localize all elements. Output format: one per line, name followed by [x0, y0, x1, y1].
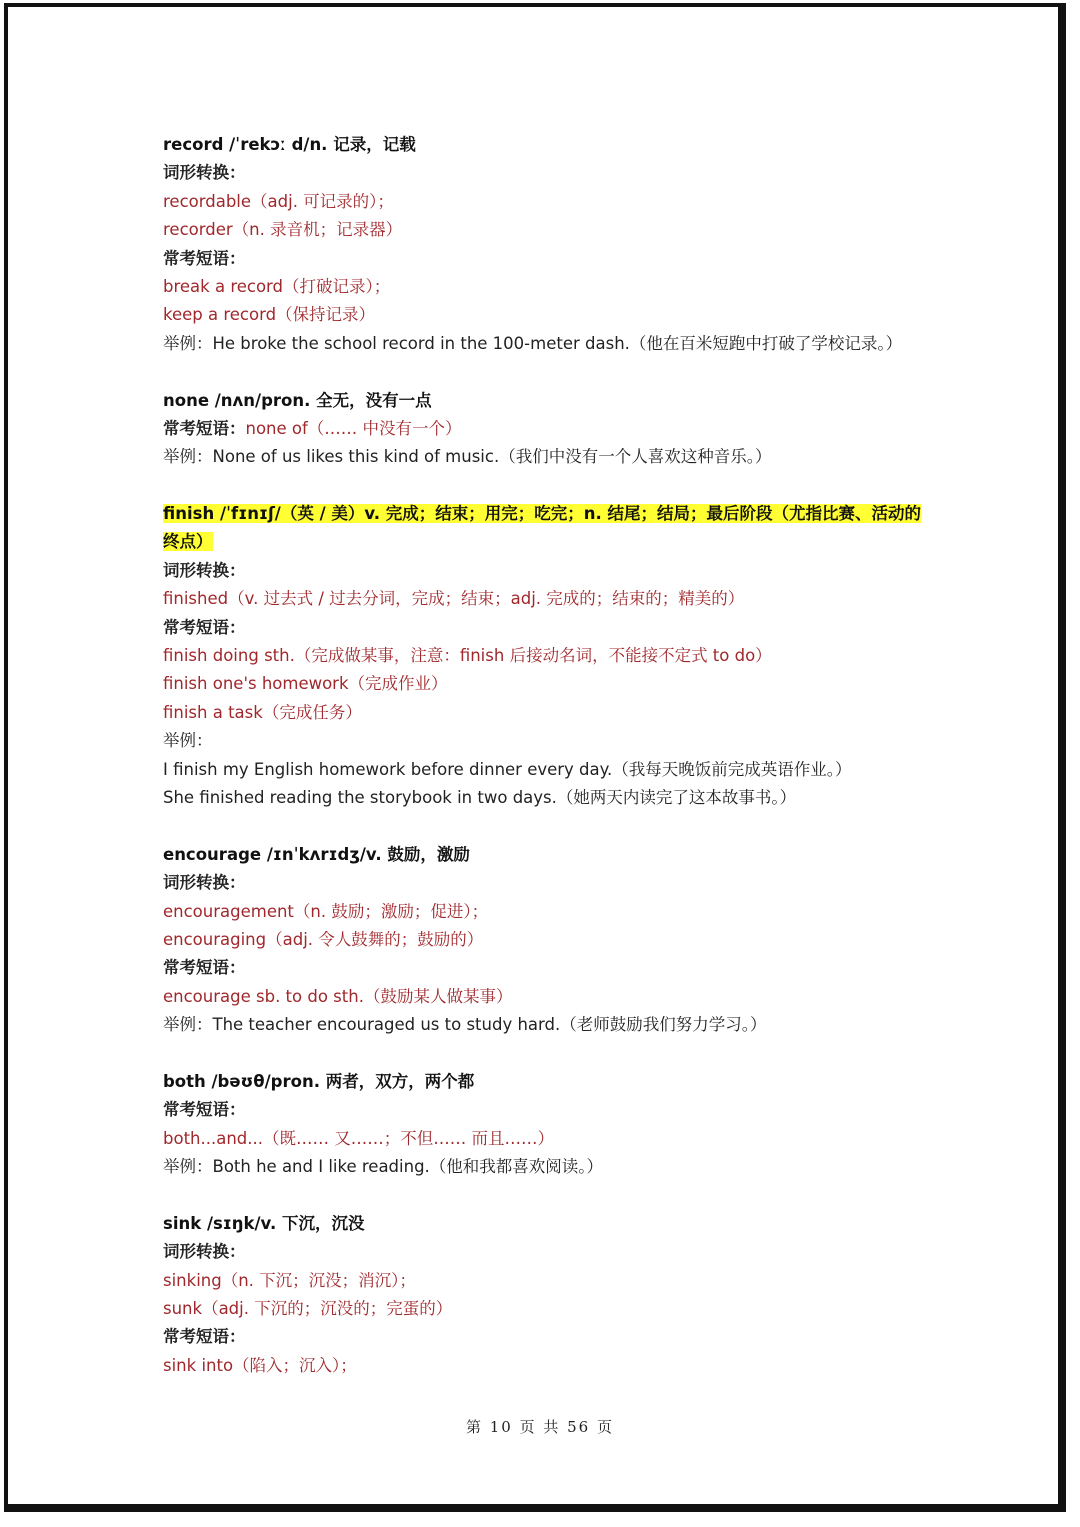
entry-heading-record: record /ˈrekɔː d/n. 记录，记载	[163, 135, 416, 154]
entry-heading-sink: sink /sɪŋk/v. 下沉，沉没	[163, 1213, 365, 1233]
word-form-item: recorder（n. 录音机；记录器）	[163, 220, 403, 240]
phrase-item: sink into（陷入；沉入）；	[163, 1355, 357, 1375]
spacer	[163, 358, 943, 386]
phrases-label: 常考短语：	[163, 418, 246, 438]
phrases-label: 常考短语：	[163, 1100, 246, 1120]
phrase-item: none of（…… 中没有一个）	[245, 418, 462, 438]
entry-heading-encourage: encourage /ɪnˈkʌrɪdʒ/v. 鼓励，激励	[163, 844, 470, 864]
word-form-item: encouragement（n. 鼓励；激励；促进）；	[163, 901, 489, 921]
word-form-item: sunk（adj. 下沉的；沉没的；完蛋的）	[163, 1299, 453, 1319]
spacer	[163, 812, 943, 840]
phrase-item: break a record（打破记录）；	[163, 276, 391, 296]
page-content	[163, 131, 943, 1380]
word-form-item: encouraging（adj. 令人鼓舞的；鼓励的）	[163, 929, 484, 949]
example-sentence: She finished reading the storybook in two days.（她两天内读完了这本故事书。）	[163, 788, 797, 808]
example-sentence: I finish my English homework before dinner every day.（我每天晚饭前完成英语作业。）	[163, 759, 852, 779]
word-forms-label: 词形转换：	[163, 163, 246, 183]
entry-heading-none: none /nʌn/pron. 全无，没有一点	[163, 390, 432, 410]
phrases-label: 常考短语：	[163, 958, 246, 978]
entry-heading-finish: finish /ˈfɪnɪʃ/（英 / 美）v. 完成；结束；用完；吃完；n. 结尾；结局；最后阶段（尤指比赛、活动的终点）	[163, 504, 922, 552]
page-number-footer: 第 10 页 共 56 页	[465, 1418, 614, 1436]
example-sentence: 举例：Both he and I like reading.（他和我都喜欢阅读。）	[163, 1157, 604, 1177]
phrase-item: keep a record（保持记录）	[163, 305, 376, 325]
phrases-label: 常考短语：	[163, 617, 246, 637]
word-form-item: recordable（adj. 可记录的）；	[163, 191, 394, 211]
example-sentence: 举例：None of us likes this kind of music.（我们中没有一个人喜欢这种音乐。）	[163, 447, 772, 467]
word-forms-label: 词形转换：	[163, 560, 246, 580]
phrase-item: encourage sb. to do sth.（鼓励某人做某事）	[163, 986, 513, 1006]
phrase-item: finish one's homework（完成作业）	[163, 674, 448, 694]
phrase-item: finish doing sth.（完成做某事，注意：finish 后接动名词，不能接不定式 to do）	[163, 646, 772, 666]
phrase-line	[163, 415, 943, 443]
word-form-item: finished（v. 过去式 / 过去分词，完成；结束；adj. 完成的；结束的；精美的）	[163, 589, 745, 609]
word-forms-label: 词形转换：	[163, 1242, 246, 1262]
word-forms-label: 词形转换：	[163, 873, 246, 893]
entry-heading-both: both /bəʊθ/pron. 两者，双方，两个都	[163, 1071, 475, 1091]
spacer	[163, 1040, 943, 1068]
example-sentence: 举例：He broke the school record in the 100-meter dash.（他在百米短跑中打破了学校记录。）	[163, 333, 903, 353]
phrases-label: 常考短语：	[163, 248, 246, 268]
entry-heading-finish-block	[163, 500, 923, 557]
example-label: 举例：	[163, 731, 213, 751]
word-form-item: sinking（n. 下沉；沉没；消沉）；	[163, 1270, 416, 1290]
example-sentence: 举例：The teacher encouraged us to study hard.（老师鼓励我们努力学习。）	[163, 1015, 767, 1035]
phrase-item: finish a task（完成任务）	[163, 702, 362, 722]
spacer	[163, 1181, 943, 1209]
phrase-item: both...and...（既…… 又……；不但…… 而且……）	[163, 1128, 554, 1148]
phrases-label: 常考短语：	[163, 1327, 246, 1347]
spacer	[163, 472, 943, 500]
